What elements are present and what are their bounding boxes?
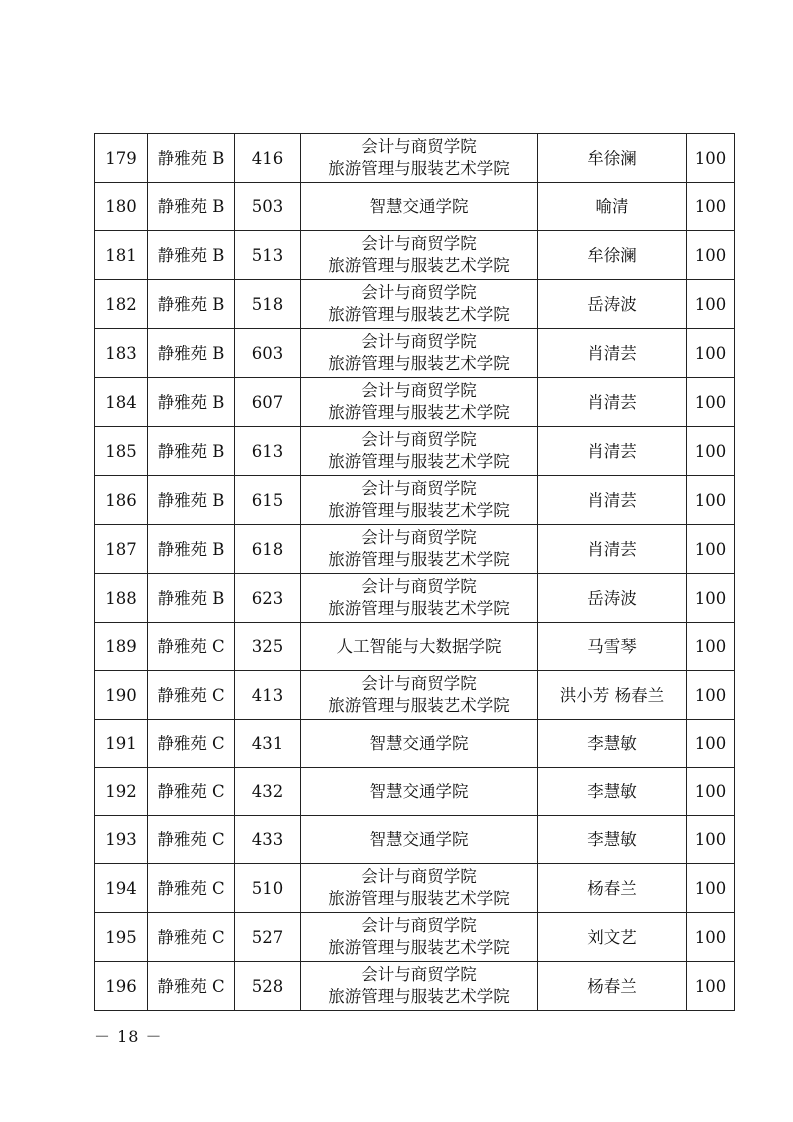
college-name: 旅游管理与服装艺术学院	[328, 354, 510, 373]
college-name: 人工智能与大数据学院	[336, 636, 502, 656]
college-name: 旅游管理与服装艺术学院	[328, 305, 510, 324]
score-cell: 100	[687, 671, 735, 720]
row-number-cell: 188	[95, 574, 148, 623]
college-name: 会计与商贸学院	[361, 332, 477, 351]
college-name: 会计与商贸学院	[361, 867, 477, 886]
college-cell	[301, 476, 538, 525]
college-name: 会计与商贸学院	[361, 479, 477, 498]
dormitory-score-table	[94, 133, 735, 1011]
table-row	[95, 525, 735, 574]
room-number-cell: 527	[235, 913, 301, 962]
college-cell	[301, 962, 538, 1011]
score-cell: 100	[687, 280, 735, 329]
college-cell	[301, 768, 538, 816]
score-cell: 100	[687, 231, 735, 280]
room-number-cell: 431	[235, 720, 301, 768]
room-number-cell: 618	[235, 525, 301, 574]
row-number-cell: 189	[95, 623, 148, 671]
row-number-cell: 182	[95, 280, 148, 329]
room-number-cell: 528	[235, 962, 301, 1011]
room-number-cell: 325	[235, 623, 301, 671]
score-cell: 100	[687, 329, 735, 378]
college-cell	[301, 525, 538, 574]
building-cell: 静雅苑 C	[148, 816, 235, 864]
college-name: 旅游管理与服装艺术学院	[328, 403, 510, 422]
college-name: 会计与商贸学院	[361, 577, 477, 596]
row-number-cell: 193	[95, 816, 148, 864]
building-cell: 静雅苑 B	[148, 280, 235, 329]
building-cell: 静雅苑 C	[148, 768, 235, 816]
college-name: 旅游管理与服装艺术学院	[328, 696, 510, 715]
teacher-cell: 岳涛波	[538, 574, 687, 623]
building-cell: 静雅苑 C	[148, 720, 235, 768]
college-name: 旅游管理与服装艺术学院	[328, 501, 510, 520]
table-row	[95, 427, 735, 476]
college-name: 旅游管理与服装艺术学院	[328, 452, 510, 471]
college-name: 旅游管理与服装艺术学院	[328, 550, 510, 569]
table-row	[95, 329, 735, 378]
row-number-cell: 194	[95, 864, 148, 913]
room-number-cell: 623	[235, 574, 301, 623]
college-cell	[301, 720, 538, 768]
teacher-cell: 肖清芸	[538, 525, 687, 574]
room-number-cell: 513	[235, 231, 301, 280]
teacher-cell: 马雪琴	[538, 623, 687, 671]
table-row	[95, 816, 735, 864]
room-number-cell: 416	[235, 134, 301, 183]
room-number-cell: 603	[235, 329, 301, 378]
table-row	[95, 962, 735, 1011]
room-number-cell: 432	[235, 768, 301, 816]
building-cell: 静雅苑 B	[148, 183, 235, 231]
college-name: 智慧交通学院	[369, 196, 469, 216]
college-cell	[301, 378, 538, 427]
score-cell: 100	[687, 574, 735, 623]
building-cell: 静雅苑 C	[148, 864, 235, 913]
room-number-cell: 607	[235, 378, 301, 427]
teacher-cell: 肖清芸	[538, 427, 687, 476]
building-cell: 静雅苑 B	[148, 574, 235, 623]
college-cell	[301, 913, 538, 962]
table-row	[95, 913, 735, 962]
score-cell: 100	[687, 525, 735, 574]
table-row	[95, 574, 735, 623]
teacher-cell: 岳涛波	[538, 280, 687, 329]
college-name: 旅游管理与服装艺术学院	[328, 889, 510, 908]
college-cell	[301, 134, 538, 183]
score-cell: 100	[687, 913, 735, 962]
teacher-cell: 肖清芸	[538, 378, 687, 427]
teacher-cell: 杨春兰	[538, 962, 687, 1011]
room-number-cell: 518	[235, 280, 301, 329]
building-cell: 静雅苑 B	[148, 476, 235, 525]
college-name: 会计与商贸学院	[361, 283, 477, 302]
college-cell	[301, 329, 538, 378]
building-cell: 静雅苑 B	[148, 427, 235, 476]
score-cell: 100	[687, 768, 735, 816]
row-number-cell: 179	[95, 134, 148, 183]
building-cell: 静雅苑 B	[148, 231, 235, 280]
building-cell: 静雅苑 B	[148, 134, 235, 183]
teacher-cell: 李慧敏	[538, 720, 687, 768]
college-name: 会计与商贸学院	[361, 381, 477, 400]
building-cell: 静雅苑 B	[148, 329, 235, 378]
building-cell: 静雅苑 C	[148, 913, 235, 962]
college-name: 会计与商贸学院	[361, 528, 477, 547]
table-row	[95, 183, 735, 231]
table-row	[95, 231, 735, 280]
row-number-cell: 187	[95, 525, 148, 574]
score-cell: 100	[687, 816, 735, 864]
building-cell: 静雅苑 C	[148, 962, 235, 1011]
room-number-cell: 433	[235, 816, 301, 864]
college-cell	[301, 280, 538, 329]
row-number-cell: 191	[95, 720, 148, 768]
room-number-cell: 613	[235, 427, 301, 476]
room-number-cell: 503	[235, 183, 301, 231]
row-number-cell: 185	[95, 427, 148, 476]
room-number-cell: 615	[235, 476, 301, 525]
score-cell: 100	[687, 183, 735, 231]
college-cell	[301, 231, 538, 280]
college-name: 智慧交通学院	[369, 781, 469, 801]
row-number-cell: 186	[95, 476, 148, 525]
college-name: 会计与商贸学院	[361, 430, 477, 449]
building-cell: 静雅苑 C	[148, 623, 235, 671]
row-number-cell: 190	[95, 671, 148, 720]
table-row	[95, 134, 735, 183]
score-cell: 100	[687, 864, 735, 913]
row-number-cell: 181	[95, 231, 148, 280]
score-cell: 100	[687, 962, 735, 1011]
teacher-cell: 李慧敏	[538, 768, 687, 816]
table-body	[95, 134, 735, 1011]
college-name: 旅游管理与服装艺术学院	[328, 938, 510, 957]
college-name: 会计与商贸学院	[361, 965, 477, 984]
teacher-cell: 洪小芳 杨春兰	[538, 671, 687, 720]
row-number-cell: 180	[95, 183, 148, 231]
college-name: 会计与商贸学院	[361, 916, 477, 935]
building-cell: 静雅苑 C	[148, 671, 235, 720]
college-cell	[301, 816, 538, 864]
teacher-cell: 喻清	[538, 183, 687, 231]
score-cell: 100	[687, 134, 735, 183]
college-cell	[301, 623, 538, 671]
score-cell: 100	[687, 476, 735, 525]
table-row	[95, 768, 735, 816]
college-name: 旅游管理与服装艺术学院	[328, 256, 510, 275]
college-name: 旅游管理与服装艺术学院	[328, 159, 510, 178]
college-name: 智慧交通学院	[369, 829, 469, 849]
row-number-cell: 184	[95, 378, 148, 427]
table-row	[95, 280, 735, 329]
table-row	[95, 864, 735, 913]
college-cell	[301, 427, 538, 476]
row-number-cell: 195	[95, 913, 148, 962]
building-cell: 静雅苑 B	[148, 525, 235, 574]
row-number-cell: 196	[95, 962, 148, 1011]
table-row	[95, 671, 735, 720]
teacher-cell: 李慧敏	[538, 816, 687, 864]
teacher-cell: 刘文艺	[538, 913, 687, 962]
college-cell	[301, 671, 538, 720]
college-cell	[301, 864, 538, 913]
building-cell: 静雅苑 B	[148, 378, 235, 427]
college-name: 旅游管理与服装艺术学院	[328, 599, 510, 618]
college-name: 会计与商贸学院	[361, 234, 477, 253]
teacher-cell: 肖清芸	[538, 476, 687, 525]
teacher-cell: 杨春兰	[538, 864, 687, 913]
teacher-cell: 牟徐澜	[538, 231, 687, 280]
table-row	[95, 720, 735, 768]
room-number-cell: 413	[235, 671, 301, 720]
table-row	[95, 623, 735, 671]
college-cell	[301, 574, 538, 623]
score-cell: 100	[687, 378, 735, 427]
college-name: 会计与商贸学院	[361, 137, 477, 156]
score-cell: 100	[687, 427, 735, 476]
row-number-cell: 183	[95, 329, 148, 378]
college-cell	[301, 183, 538, 231]
teacher-cell: 牟徐澜	[538, 134, 687, 183]
page-number: － 18 －	[94, 1027, 163, 1046]
teacher-cell: 肖清芸	[538, 329, 687, 378]
college-name: 旅游管理与服装艺术学院	[328, 987, 510, 1006]
row-number-cell: 192	[95, 768, 148, 816]
score-cell: 100	[687, 623, 735, 671]
table-row	[95, 476, 735, 525]
college-name: 会计与商贸学院	[361, 674, 477, 693]
college-name: 智慧交通学院	[369, 733, 469, 753]
table-row	[95, 378, 735, 427]
room-number-cell: 510	[235, 864, 301, 913]
score-cell: 100	[687, 720, 735, 768]
